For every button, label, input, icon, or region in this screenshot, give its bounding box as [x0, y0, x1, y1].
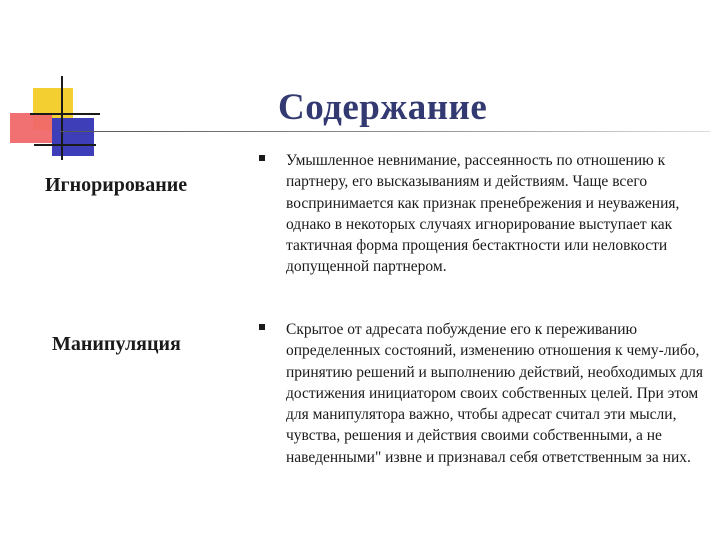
term-definition: Скрытое от адресата побуждение его к переживанию определенных состояний, изменению отношения к чему-либо, принятию решений и выполнению действий, необходимых для достижения инициатором своих собственных целей. При этом для манипулятора важно, чтобы адресат считал эти мысли, чувства, решения и действия своими собственными, а не наведенными" извне и признавал себя ответственным за них. [286, 321, 704, 466]
square-bullet-icon [259, 155, 265, 161]
red-square-decoration [10, 113, 52, 143]
vertical-line-decoration [61, 76, 63, 160]
term-definition: Умышленное невнимание, рассеянность по отношению к партнеру, его высказываниям и действиям. Чаще всего воспринимается как признак пренебрежения и неуважения, однако в некоторых случаях игнорирование выступает как тактичная форма прощения бестактности или неловкости допущенной партнером. [286, 152, 680, 276]
horizontal-line-decoration [34, 144, 96, 146]
horizontal-line-decoration [30, 113, 100, 115]
term-label: Манипуляция [52, 333, 181, 355]
title-underline [60, 131, 710, 132]
blue-square-decoration [52, 118, 94, 156]
square-bullet-icon [259, 324, 265, 330]
term-label: Игнорирование [45, 174, 188, 196]
slide-title: Содержание [278, 87, 488, 128]
